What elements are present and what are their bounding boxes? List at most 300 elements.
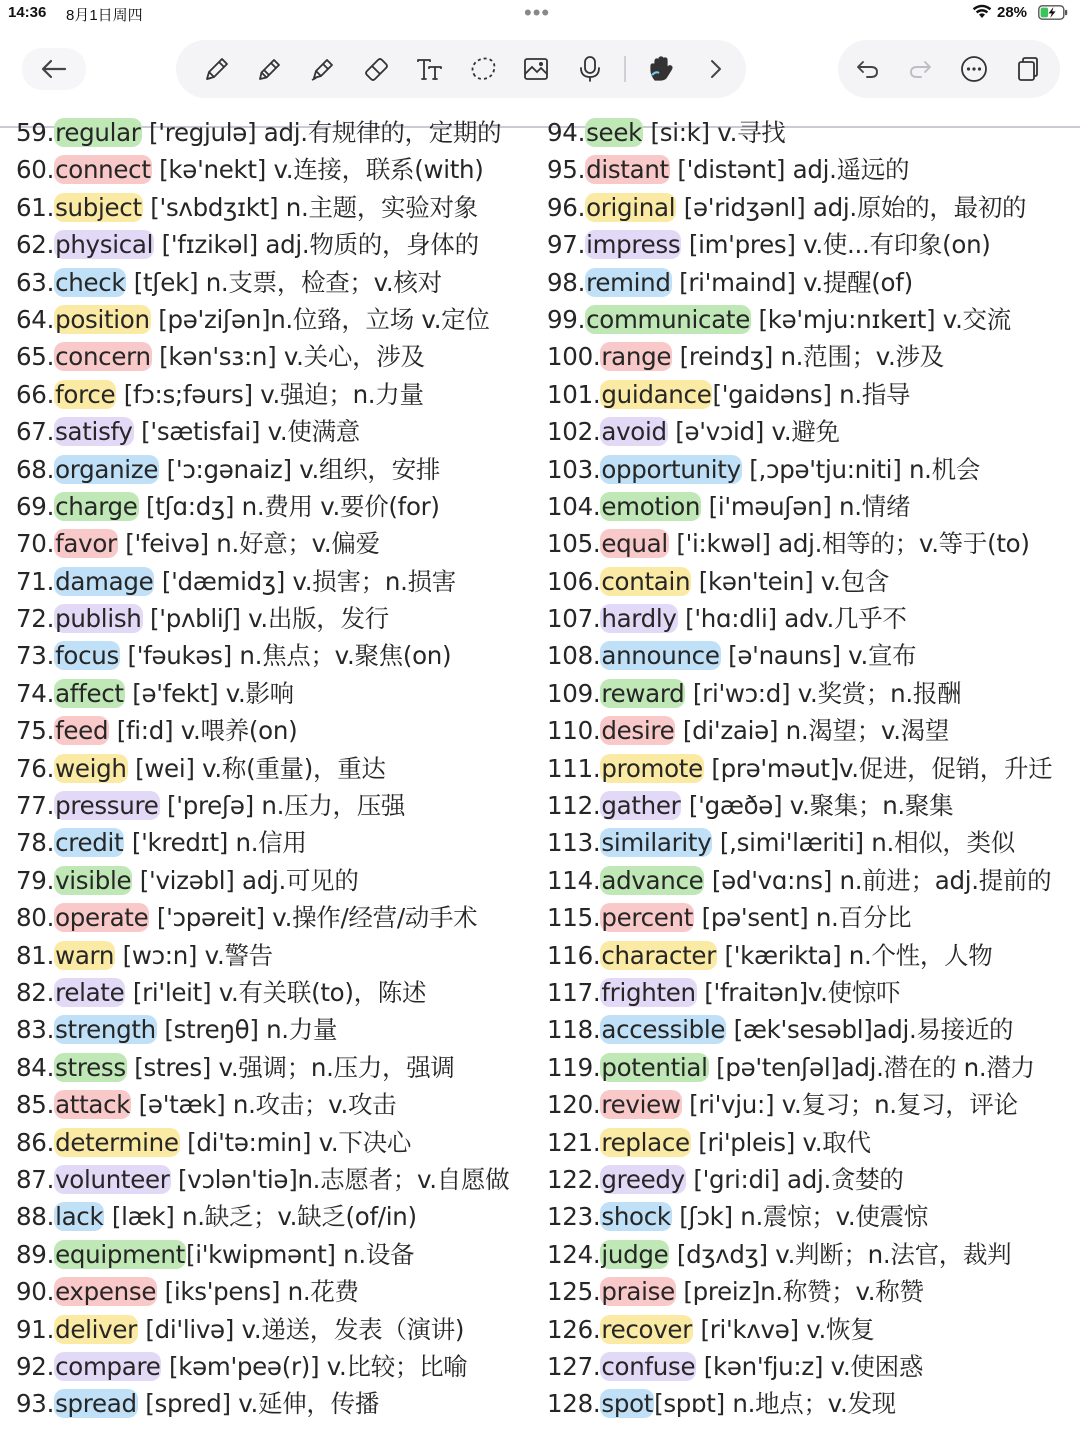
entry-number: 64. — [16, 304, 55, 334]
vocab-entry — [547, 264, 1067, 301]
vocab-entry — [16, 189, 531, 226]
entry-word: range — [601, 342, 672, 372]
entry-number: 114. — [547, 865, 601, 895]
entry-number: 70. — [16, 529, 55, 559]
mic-icon — [575, 54, 605, 84]
entry-word: force — [55, 379, 116, 409]
entry-word: judge — [601, 1239, 669, 1269]
entry-definition: [kəm'peə(r)] v.比较；比喻 — [161, 1351, 468, 1381]
entry-number: 66. — [16, 379, 55, 409]
entry-number: 92. — [16, 1351, 55, 1381]
entry-number: 67. — [16, 417, 55, 447]
vocab-entry — [16, 451, 531, 488]
battery-charging-icon — [1038, 5, 1068, 20]
entry-word: favor — [55, 529, 117, 559]
entry-word: announce — [601, 641, 720, 671]
vocab-entry — [547, 488, 1067, 525]
entry-definition: [spɒt] n.地点；v.发现 — [654, 1389, 896, 1419]
entry-word: determine — [55, 1127, 179, 1157]
entry-word: percent — [601, 903, 694, 933]
entry-number: 105. — [547, 529, 601, 559]
entry-word: avoid — [601, 417, 667, 447]
entry-word: pressure — [55, 791, 159, 821]
entry-number: 107. — [547, 604, 601, 634]
entry-word: confuse — [601, 1351, 696, 1381]
vocab-entry — [547, 974, 1067, 1011]
entry-word: original — [586, 192, 676, 222]
entry-number: 118. — [547, 1015, 601, 1045]
entry-definition: [dʒʌdʒ] v.判断；n.法官，裁判 — [669, 1239, 1012, 1269]
entry-definition: ['pʌbliʃ] v.出版，发行 — [142, 604, 389, 634]
entry-word: seek — [586, 118, 642, 147]
entry-number: 93. — [16, 1389, 55, 1419]
entry-word: visible — [55, 865, 132, 895]
vocab-entry — [547, 824, 1067, 861]
vocab-entry — [16, 1161, 531, 1198]
entry-word: praise — [601, 1277, 675, 1307]
entry-word: volunteer — [55, 1164, 170, 1194]
entry-number: 124. — [547, 1239, 601, 1269]
entry-word: focus — [55, 641, 119, 671]
vocab-entry — [16, 712, 531, 749]
entry-definition: [ri'wɔ:d] v.奖赏；n.报酬 — [685, 678, 962, 708]
hand-icon — [646, 54, 676, 84]
vocab-entry — [547, 600, 1067, 637]
entry-definition: [ə'fekt] v.影响 — [124, 678, 294, 708]
entry-definition: [ri'kʌvə] v.恢复 — [692, 1314, 875, 1344]
entry-definition: ['sætisfai] v.使满意 — [133, 417, 360, 447]
vocab-entry — [547, 675, 1067, 712]
entry-definition: ['preʃə] n.压力，压强 — [159, 791, 406, 821]
entry-word: contain — [601, 566, 691, 596]
entry-definition: ['regjulə] adj.有规律的，定期的 — [141, 118, 502, 147]
vocab-entry — [16, 301, 531, 338]
entry-number: 120. — [547, 1090, 601, 1120]
entry-word: check — [55, 267, 126, 297]
toolbar-divider — [624, 56, 626, 82]
entry-word: communicate — [586, 304, 750, 334]
entry-word: remind — [586, 267, 671, 297]
entry-word: review — [601, 1090, 681, 1120]
text-tool-button[interactable] — [410, 50, 450, 88]
more-options-button[interactable] — [954, 50, 994, 88]
entry-word: expense — [55, 1277, 157, 1307]
entry-definition: [,simi'læriti] n.相似，类似 — [712, 828, 1015, 858]
entry-number: 84. — [16, 1052, 55, 1082]
vocab-entry — [547, 637, 1067, 674]
entry-word: equal — [601, 529, 668, 559]
entry-word: feed — [55, 716, 109, 746]
vocab-entry — [547, 1086, 1067, 1123]
entry-definition: [,ɔpə'tju:niti] n.机会 — [741, 454, 981, 484]
note-canvas[interactable] — [0, 102, 1080, 1440]
entry-number: 86. — [16, 1127, 55, 1157]
entry-number: 127. — [547, 1351, 601, 1381]
vocab-entry — [547, 413, 1067, 450]
vocab-entry — [547, 1161, 1067, 1198]
entry-word: stress — [55, 1052, 126, 1082]
lasso-icon — [468, 54, 498, 84]
entry-number: 128. — [547, 1389, 601, 1419]
vocab-entry — [547, 525, 1067, 562]
edit-actions-group — [838, 40, 1060, 98]
entry-number: 90. — [16, 1277, 55, 1307]
entry-definition: [ri'leit] v.有关联(to)，陈述 — [125, 977, 427, 1007]
vocab-entry — [16, 600, 531, 637]
entry-definition: [pə'ziʃən]n.位臵，立场 v.定位 — [150, 304, 490, 334]
entry-number: 77. — [16, 791, 55, 821]
vocab-column-right — [547, 114, 1067, 1423]
entry-word: greedy — [601, 1164, 685, 1194]
vocab-entry — [547, 563, 1067, 600]
pencil-icon — [255, 54, 285, 84]
entry-definition: ['dæmidʒ] v.损害；n.损害 — [154, 566, 456, 596]
vocab-entry — [16, 824, 531, 861]
entry-word: lack — [55, 1202, 104, 1232]
entry-number: 108. — [547, 641, 601, 671]
entry-word: publish — [55, 604, 142, 634]
entry-number: 62. — [16, 230, 55, 260]
entry-number: 122. — [547, 1164, 601, 1194]
entry-number: 94. — [547, 118, 586, 147]
vocab-entry — [547, 712, 1067, 749]
entry-number: 79. — [16, 865, 55, 895]
entry-number: 100. — [547, 342, 601, 372]
vocab-entry — [16, 675, 531, 712]
entry-definition: ['kærikta] n.个性，人物 — [716, 940, 993, 970]
drawing-tools-group — [176, 40, 746, 98]
entry-number: 119. — [547, 1052, 601, 1082]
lasso-tool-button[interactable] — [463, 50, 503, 88]
entry-definition: [ri'maind] v.提醒(of) — [671, 267, 913, 297]
entry-word: similarity — [601, 828, 712, 858]
entry-word: regular — [55, 118, 141, 147]
entry-definition: [vɔlən'tiə]n.志愿者；v.自愿做 — [170, 1164, 510, 1194]
entry-word: deliver — [55, 1314, 137, 1344]
entry-definition: [kən'fju:z] v.使困惑 — [696, 1351, 924, 1381]
pages-icon — [1013, 54, 1043, 84]
entry-definition: [preiz]n.称赞；v.称赞 — [675, 1277, 924, 1307]
multitasking-dots[interactable]: ••• — [524, 0, 551, 25]
entry-definition: [iks'pens] n.花费 — [157, 1277, 359, 1307]
entry-number: 97. — [547, 230, 586, 260]
eraser-icon — [361, 54, 391, 84]
entry-number: 88. — [16, 1202, 55, 1232]
vocab-entry — [547, 1311, 1067, 1348]
entry-number: 80. — [16, 903, 55, 933]
vocab-entry — [16, 114, 531, 151]
pen-icon — [202, 54, 232, 84]
vocab-entry — [16, 750, 531, 787]
entry-definition: ['ɔ:gənaiz] v.组织，安排 — [159, 454, 441, 484]
vocab-entry — [547, 301, 1067, 338]
vocab-column-left — [16, 114, 531, 1423]
entry-definition: [ə'ridʒənl] adj.原始的，最初的 — [676, 192, 1027, 222]
entry-word: recover — [601, 1314, 692, 1344]
entry-number: 76. — [16, 753, 55, 783]
entry-definition: [fi:d] v.喂养(on) — [109, 716, 298, 746]
entry-number: 59. — [16, 118, 55, 147]
entry-number: 112. — [547, 791, 601, 821]
vocab-entry — [16, 1198, 531, 1235]
entry-word: damage — [55, 566, 154, 596]
entry-definition: [læk] n.缺乏；v.缺乏(of/in) — [104, 1202, 417, 1232]
entry-number: 68. — [16, 454, 55, 484]
undo-button[interactable] — [848, 50, 888, 88]
vocab-entry — [547, 899, 1067, 936]
vocab-entry — [16, 338, 531, 375]
vocab-entry — [16, 899, 531, 936]
entry-word: promote — [601, 753, 703, 783]
vocab-entry — [547, 226, 1067, 263]
entry-number: 71. — [16, 566, 55, 596]
entry-word: physical — [55, 230, 154, 260]
undo-icon — [853, 54, 883, 84]
vocab-entry — [16, 413, 531, 450]
vocab-entry — [547, 114, 1067, 151]
entry-definition: [tʃɑ:dʒ] n.费用 v.要价(for) — [138, 491, 440, 521]
entry-word: charge — [55, 491, 138, 521]
entry-number: 83. — [16, 1015, 55, 1045]
vocab-entry — [547, 189, 1067, 226]
entry-word: connect — [55, 155, 151, 185]
entry-number: 61. — [16, 192, 55, 222]
entry-word: spread — [55, 1389, 137, 1419]
entry-definition: [fɔ:s;fəurs] v.强迫；n.力量 — [116, 379, 424, 409]
vocab-entry — [16, 488, 531, 525]
entry-number: 75. — [16, 716, 55, 746]
battery-percent: 28% — [997, 4, 1028, 21]
entry-definition: [spred] v.延伸，传播 — [137, 1389, 380, 1419]
pen-tool-button[interactable] — [197, 50, 237, 88]
vocab-entry — [16, 637, 531, 674]
vocab-entry — [16, 1236, 531, 1273]
entry-definition: [reindʒ] n.范围；v.涉及 — [672, 342, 944, 372]
entry-definition: [kən'sɜ:n] v.关心，涉及 — [151, 342, 425, 372]
pencil-tool-button[interactable] — [250, 50, 290, 88]
vocab-entry — [16, 1124, 531, 1161]
vocab-entry — [16, 1049, 531, 1086]
entry-definition: ['gri:di] adj.贪婪的 — [685, 1164, 904, 1194]
entry-word: subject — [55, 192, 142, 222]
wifi-icon — [972, 3, 992, 19]
entry-definition: [di'zaiə] n.渴望；v.渴望 — [675, 716, 950, 746]
entry-number: 99. — [547, 304, 586, 334]
entry-word: distant — [586, 155, 669, 185]
entry-definition: ['distənt] adj.遥远的 — [669, 155, 910, 185]
entry-word: warn — [55, 940, 115, 970]
entry-word: accessible — [601, 1015, 726, 1045]
entry-word: desire — [601, 716, 675, 746]
entry-number: 123. — [547, 1202, 601, 1232]
entry-number: 91. — [16, 1314, 55, 1344]
entry-word: position — [55, 304, 150, 334]
vocab-entry — [547, 151, 1067, 188]
entry-definition: [æk'sesəbl]adj.易接近的 — [726, 1015, 1014, 1045]
entry-number: 96. — [547, 192, 586, 222]
vocab-entry — [16, 862, 531, 899]
entry-word: frighten — [601, 977, 696, 1007]
status-bar — [0, 0, 1080, 26]
entry-definition: [i'məuʃən] n.情绪 — [701, 491, 911, 521]
vocab-entry — [16, 1385, 531, 1422]
entry-word: emotion — [601, 491, 701, 521]
entry-definition: [ʃɔk] n.震惊；v.使震惊 — [671, 1202, 928, 1232]
text-tool-icon — [415, 54, 445, 84]
entry-definition: [stres] v.强调；n.压力，强调 — [126, 1052, 455, 1082]
entry-definition: ['fəukəs] n.焦点；v.聚焦(on) — [119, 641, 452, 671]
highlighter-icon — [308, 54, 338, 84]
more-icon — [959, 54, 989, 84]
vocab-entry — [547, 1236, 1067, 1273]
entry-number: 74. — [16, 678, 55, 708]
redo-button[interactable] — [900, 50, 940, 88]
vocab-entry — [16, 787, 531, 824]
vocab-entry — [547, 787, 1067, 824]
highlighter-tool-button[interactable] — [303, 50, 343, 88]
back-button[interactable] — [22, 48, 86, 90]
entry-word: guidance — [601, 379, 712, 409]
entry-definition: [kə'mju:nɪkeɪt] v.交流 — [751, 304, 1011, 334]
entry-number: 115. — [547, 903, 601, 933]
vocab-entry — [16, 1273, 531, 1310]
vocab-entry — [547, 338, 1067, 375]
vocab-entry — [16, 1311, 531, 1348]
entry-number: 85. — [16, 1090, 55, 1120]
entry-definition: [wei] v.称(重量)，重达 — [127, 753, 386, 783]
voice-record-button[interactable] — [570, 50, 610, 88]
entry-word: opportunity — [601, 454, 741, 484]
vocab-entry — [547, 1385, 1067, 1422]
vocab-entry — [16, 376, 531, 413]
entry-number: 116. — [547, 940, 601, 970]
vocab-entry — [16, 151, 531, 188]
vocab-entry — [547, 1198, 1067, 1235]
entry-number: 82. — [16, 977, 55, 1007]
entry-word: credit — [55, 828, 124, 858]
entry-number: 73. — [16, 641, 55, 671]
entry-definition: ['kredɪt] n.信用 — [124, 828, 307, 858]
entry-definition: ['hɑ:dli] adv.几乎不 — [677, 604, 907, 634]
entry-word: weigh — [55, 753, 127, 783]
entry-definition: [streŋθ] n.力量 — [156, 1015, 338, 1045]
entry-definition: [kən'tein] v.包含 — [691, 566, 890, 596]
entry-word: hardly — [601, 604, 677, 634]
entry-number: 125. — [547, 1277, 601, 1307]
entry-word: shock — [601, 1202, 671, 1232]
entry-definition: [ri'pleis] v.取代 — [690, 1127, 871, 1157]
entry-number: 72. — [16, 604, 55, 634]
entry-word: replace — [601, 1127, 690, 1157]
vocab-entry — [16, 563, 531, 600]
entry-number: 78. — [16, 828, 55, 858]
entry-word: compare — [55, 1351, 161, 1381]
vocab-entry — [16, 937, 531, 974]
entry-number: 109. — [547, 678, 601, 708]
entry-number: 104. — [547, 491, 601, 521]
note-toolbar — [0, 26, 1080, 102]
entry-definition: [si:k] v.寻找 — [642, 118, 786, 147]
vocab-entry — [547, 1011, 1067, 1048]
vocab-entry — [16, 1011, 531, 1048]
entry-number: 81. — [16, 940, 55, 970]
entry-number: 63. — [16, 267, 55, 297]
entry-definition: ['sʌbdʒɪkt] n.主题，实验对象 — [142, 192, 478, 222]
entry-definition: [i'kwipmənt] n.设备 — [185, 1239, 415, 1269]
entry-number: 113. — [547, 828, 601, 858]
entry-number: 103. — [547, 454, 601, 484]
entry-definition: [im'pres] v.使...有印象(on) — [681, 230, 991, 260]
vocab-entry — [16, 525, 531, 562]
entry-word: relate — [55, 977, 125, 1007]
entry-word: potential — [601, 1052, 708, 1082]
entry-word: character — [601, 940, 716, 970]
entry-definition: [əd'vɑ:ns] n.前进；adj.提前的 — [704, 865, 1052, 895]
entry-definition: ['gæðə] v.聚集；n.聚集 — [681, 791, 954, 821]
entry-definition: [ri'vju:] v.复习；n.复习，评论 — [681, 1090, 1018, 1120]
entry-definition: [ə'tæk] n.攻击；v.攻击 — [131, 1090, 397, 1120]
entry-definition: [tʃek] n.支票，检查；v.核对 — [126, 267, 442, 297]
vocab-entry — [16, 264, 531, 301]
entry-definition: ['fraitən]v.使惊吓 — [696, 977, 901, 1007]
entry-number: 87. — [16, 1164, 55, 1194]
image-insert-button[interactable] — [516, 50, 556, 88]
entry-number: 89. — [16, 1239, 55, 1269]
entry-definition: [ə'nauns] v.宣布 — [720, 641, 917, 671]
vocab-entry — [547, 1348, 1067, 1385]
entry-number: 121. — [547, 1127, 601, 1157]
status-date: 8月1日周四 — [66, 7, 143, 24]
entry-number: 111. — [547, 753, 601, 783]
back-arrow-icon — [39, 57, 69, 81]
entry-number: 65. — [16, 342, 55, 372]
entry-word: advance — [601, 865, 704, 895]
vocab-entry — [547, 451, 1067, 488]
vocab-entry — [547, 750, 1067, 787]
pages-button[interactable] — [1008, 50, 1048, 88]
entry-definition: [pə'tenʃəl]adj.潜在的 n.潜力 — [708, 1052, 1035, 1082]
entry-number: 101. — [547, 379, 601, 409]
entry-number: 95. — [547, 155, 586, 185]
redo-icon — [905, 54, 935, 84]
entry-number: 69. — [16, 491, 55, 521]
entry-word: impress — [586, 230, 681, 260]
entry-definition: ['gaidəns] n.指导 — [712, 379, 911, 409]
vocab-entry — [547, 1124, 1067, 1161]
entry-word: affect — [55, 678, 124, 708]
entry-definition: [prə'məut]v.促进，促销，升迁 — [703, 753, 1053, 783]
status-time: 14:36 — [8, 4, 47, 21]
eraser-tool-button[interactable] — [356, 50, 396, 88]
entry-word: organize — [55, 454, 159, 484]
vocab-entry — [16, 974, 531, 1011]
vocab-entry — [16, 226, 531, 263]
entry-definition: [wɔ:n] v.警告 — [115, 940, 273, 970]
entry-number: 106. — [547, 566, 601, 596]
entry-word: operate — [55, 903, 149, 933]
vocab-entry — [547, 376, 1067, 413]
entry-number: 98. — [547, 267, 586, 297]
entry-definition: [ə'vɔid] v.避免 — [667, 417, 840, 447]
hand-tool-button[interactable] — [641, 50, 681, 88]
entry-definition: [kə'nekt] v.连接，联系(with) — [151, 155, 484, 185]
entry-word: reward — [601, 678, 685, 708]
more-tools-button[interactable] — [696, 50, 736, 88]
entry-definition: ['feivə] n.好意；v.偏爱 — [117, 529, 380, 559]
vocab-entry — [16, 1086, 531, 1123]
entry-number: 102. — [547, 417, 601, 447]
entry-number: 117. — [547, 977, 601, 1007]
